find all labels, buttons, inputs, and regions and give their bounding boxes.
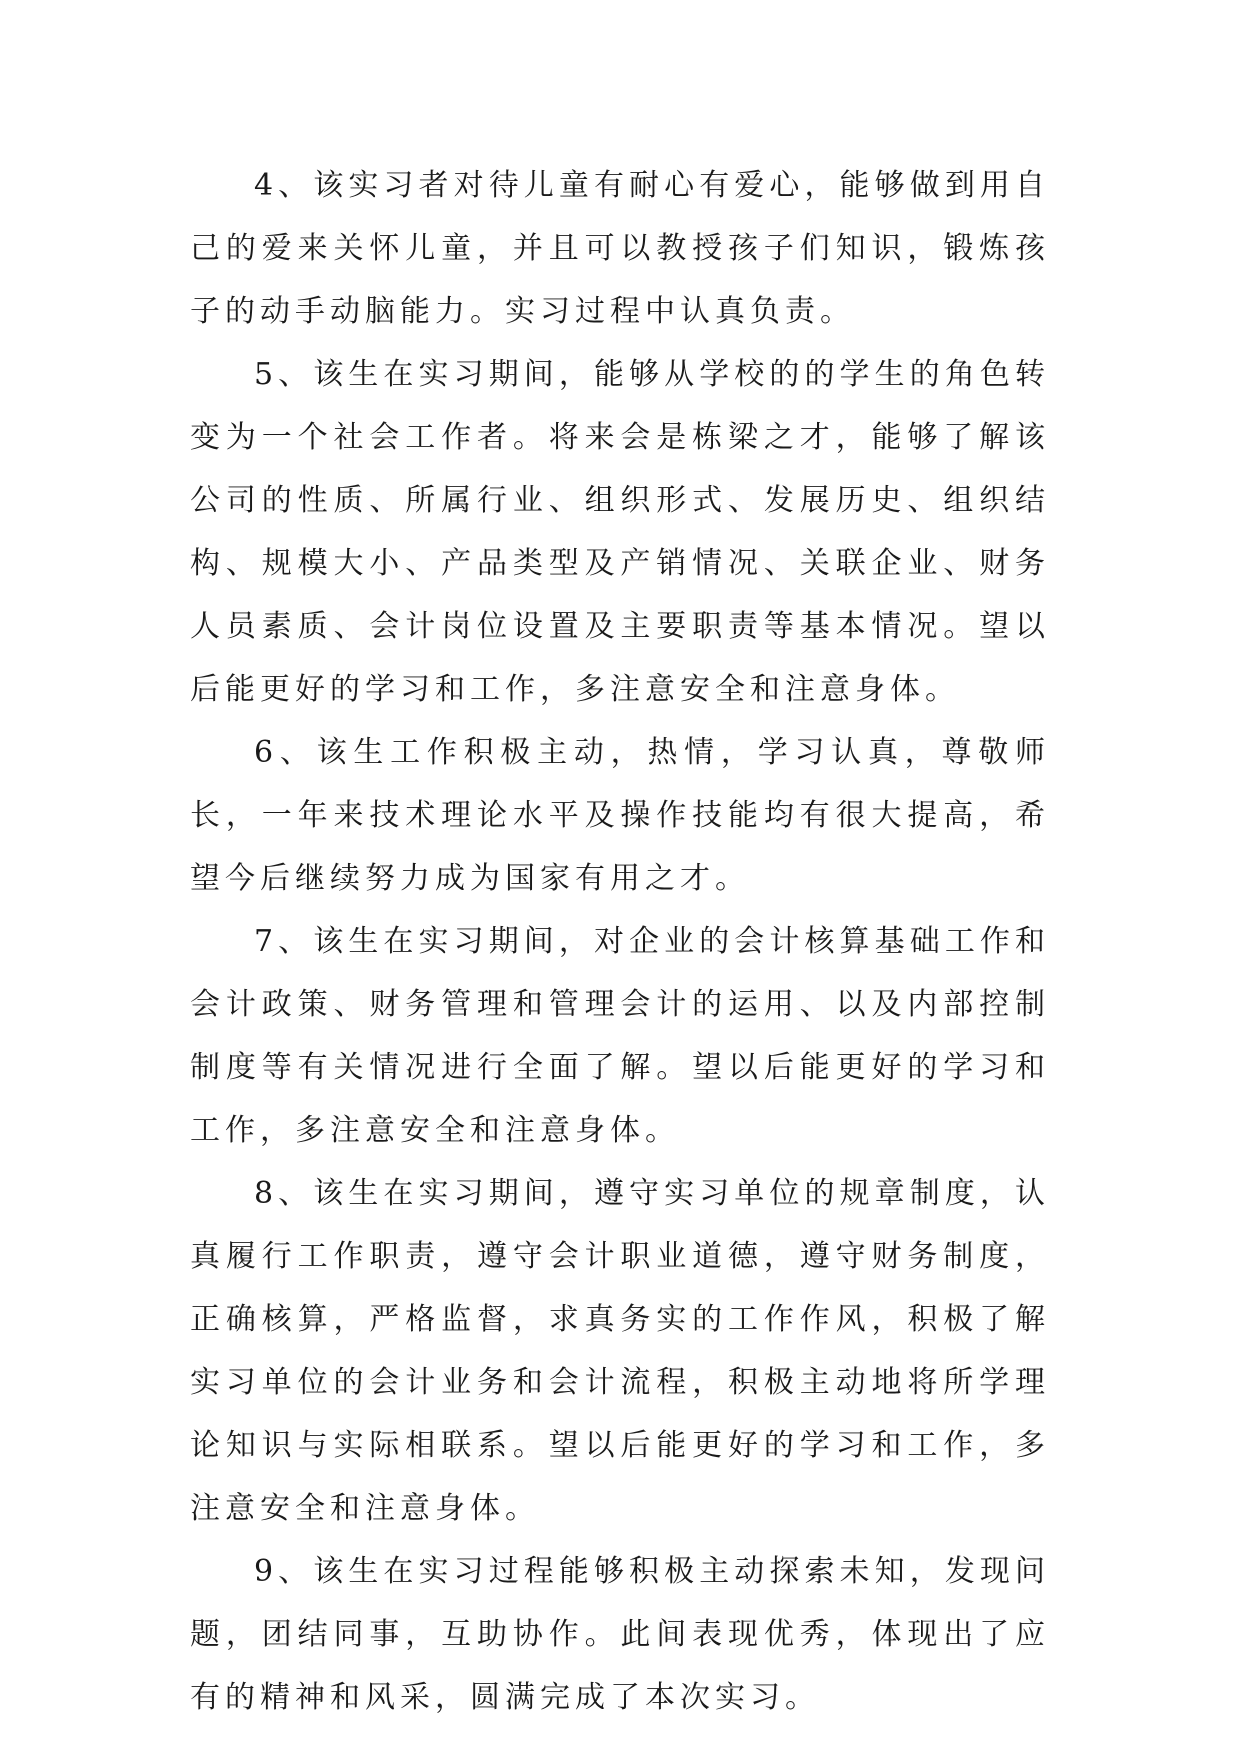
document-body xyxy=(190,154,1050,1729)
paragraph-7: 7、该生在实习期间，对企业的会计核算基础工作和会计政策、财务管理和管理会计的运用、以及内部控制制度等有关情况进行全面了解。望以后能更好的学习和工作，多注意安全和注意身体。 xyxy=(190,924,1050,1148)
paragraph-6: 6、该生工作积极主动，热情，学习认真，尊敬师长，一年来技术理论水平及操作技能均有很大提高，希望今后继续努力成为国家有用之才。 xyxy=(190,735,1050,896)
paragraph-8: 8、该生在实习期间，遵守实习单位的规章制度，认真履行工作职责，遵守会计职业道德，遵守财务制度，正确核算，严格监督，求真务实的工作作风，积极了解实习单位的会计业务和会计流程，积极主动地将所学理论知识与实际相联系。望以后能更好的学习和工作，多注意安全和注意身体。 xyxy=(190,1176,1050,1526)
paragraph-4: 4、该实习者对待儿童有耐心有爱心，能够做到用自己的爱来关怀儿童，并且可以教授孩子们知识，锻炼孩子的动手动脑能力。实习过程中认真负责。 xyxy=(190,168,1050,329)
paragraph-5: 5、该生在实习期间，能够从学校的的学生的角色转变为一个社会工作者。将来会是栋梁之才，能够了解该公司的性质、所属行业、组织形式、发展历史、组织结构、规模大小、产品类型及产销情况、关联企业、财务人员素质、会计岗位设置及主要职责等基本情况。望以后能更好的学习和工作，多注意安全和注意身体。 xyxy=(190,357,1050,707)
paragraph-9: 9、该生在实习过程能够积极主动探索未知，发现问题，团结同事，互助协作。此间表现优秀，体现出了应有的精神和风采，圆满完成了本次实习。 xyxy=(190,1554,1050,1715)
